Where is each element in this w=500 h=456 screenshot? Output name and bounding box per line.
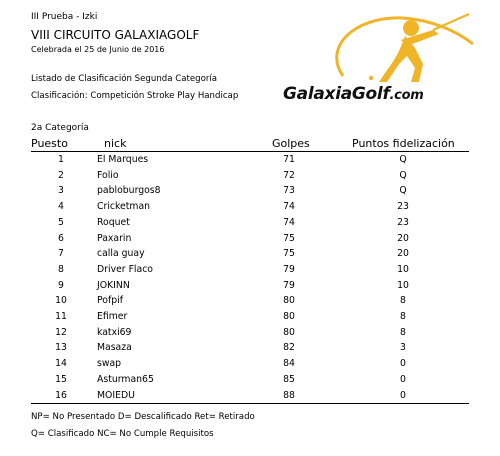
golpes-cell: 88: [283, 389, 295, 401]
table-row: [0, 246, 500, 262]
puntos-cell: 0: [400, 373, 406, 385]
puesto-cell: 4: [58, 201, 64, 213]
puesto-cell: 15: [55, 373, 67, 385]
nick-cell: pabloburgos8: [97, 185, 161, 197]
golpes-cell: 80: [283, 326, 295, 338]
nick-cell: katxi69: [97, 326, 132, 338]
puntos-cell: Q: [399, 169, 407, 181]
footer-divider: [31, 403, 469, 404]
golpes-cell: 75: [283, 232, 295, 244]
puntos-cell: 20: [397, 248, 409, 260]
table-row: [0, 309, 500, 325]
golpes-cell: 85: [283, 373, 295, 385]
table-row: [0, 231, 500, 247]
table-row: [0, 388, 500, 404]
nick-cell: MOIEDU: [97, 389, 135, 401]
puesto-cell: 3: [58, 185, 64, 197]
puntos-cell: 3: [400, 342, 406, 354]
table-row: [0, 215, 500, 231]
golpes-cell: 84: [283, 358, 295, 370]
table-row: [0, 293, 500, 309]
nick-cell: swap: [97, 358, 122, 370]
puesto-cell: 1: [58, 154, 64, 165]
logo-wordmark: [283, 84, 423, 104]
golpes-cell: 79: [283, 279, 295, 291]
nick-cell: Folio: [97, 169, 119, 181]
event-title: III Prueba - Izki: [31, 12, 98, 22]
golpes-cell: 72: [283, 169, 295, 181]
puntos-cell: 23: [397, 216, 409, 228]
puesto-cell: 6: [58, 232, 64, 244]
puesto-cell: 9: [58, 279, 64, 291]
golpes-cell: 82: [283, 342, 295, 354]
table-row: [0, 325, 500, 341]
column-header-puntos: Puntos fidelización: [352, 137, 455, 150]
golpes-cell: 74: [283, 201, 295, 213]
table-row: [0, 168, 500, 184]
golpes-cell: 80: [283, 295, 295, 307]
puntos-cell: 0: [400, 358, 406, 370]
legend-line-1: NP= No Presentado D= Descalificado Ret= Retirado: [31, 412, 255, 422]
puntos-cell: 10: [397, 279, 409, 291]
puesto-cell: 14: [55, 358, 67, 370]
column-header-puesto: Puesto: [31, 137, 68, 150]
list-title: Listado de Clasificación Segunda Categoría: [31, 74, 218, 84]
table-row: [0, 372, 500, 388]
legend-line-2: Q= Clasificado NC= No Cumple Requisitos: [31, 429, 214, 439]
golpes-cell: 79: [283, 263, 295, 275]
puesto-cell: 12: [55, 326, 67, 338]
nick-cell: Asturman65: [97, 373, 154, 385]
puesto-cell: 11: [55, 311, 67, 322]
nick-cell: Masaza: [97, 342, 132, 354]
nick-cell: Paxarin: [97, 232, 132, 244]
logo-wordmark-main: GalaxiaGolf: [283, 84, 390, 104]
golpes-cell: 80: [283, 311, 295, 322]
classification-type: Clasificación: Competición Stroke Play Handicap: [31, 91, 239, 101]
puntos-cell: 8: [400, 311, 406, 322]
puntos-cell: 8: [400, 295, 406, 307]
puntos-cell: 20: [397, 232, 409, 244]
golpes-cell: 75: [283, 248, 295, 260]
column-header-nick: nick: [104, 137, 127, 150]
nick-cell: Efimer: [97, 311, 128, 322]
puntos-cell: 8: [400, 326, 406, 338]
puesto-cell: 5: [58, 216, 64, 228]
table-row: [0, 199, 500, 215]
table-row: [0, 278, 500, 294]
table-row: [0, 340, 500, 356]
puesto-cell: 7: [58, 248, 64, 260]
nick-cell: calla guay: [97, 248, 145, 260]
puntos-cell: 0: [400, 389, 406, 401]
column-header-golpes: Golpes: [272, 137, 310, 150]
puesto-cell: 10: [55, 295, 67, 307]
nick-cell: JOKINN: [97, 279, 130, 291]
nick-cell: Roquet: [97, 216, 130, 228]
puesto-cell: 16: [55, 389, 67, 401]
puesto-cell: 2: [58, 169, 64, 181]
golpes-cell: 73: [283, 185, 295, 197]
puntos-cell: 23: [397, 201, 409, 213]
circuit-title: VIII CIRCUITO GALAXIAGOLF: [31, 28, 200, 42]
puntos-cell: 10: [397, 263, 409, 275]
nick-cell: Cricketman: [97, 201, 151, 213]
table-row: [0, 262, 500, 278]
nick-cell: Pofpif: [97, 295, 123, 307]
logo-wordmark-domain: .com: [389, 88, 424, 103]
puesto-cell: 13: [55, 342, 67, 354]
puesto-cell: 8: [58, 263, 64, 275]
nick-cell: Driver Flaco: [97, 263, 153, 275]
puntos-cell: Q: [399, 154, 407, 165]
table-row: [0, 152, 500, 168]
golpes-cell: 71: [283, 154, 295, 165]
category-label: 2a Categoría: [31, 123, 89, 133]
table-row: [0, 183, 500, 199]
puntos-cell: Q: [399, 185, 407, 197]
event-date: Celebrada el 25 de Junio de 2016: [31, 45, 165, 54]
table-row: [0, 356, 500, 372]
nick-cell: El Marques: [97, 154, 149, 165]
golpes-cell: 74: [283, 216, 295, 228]
